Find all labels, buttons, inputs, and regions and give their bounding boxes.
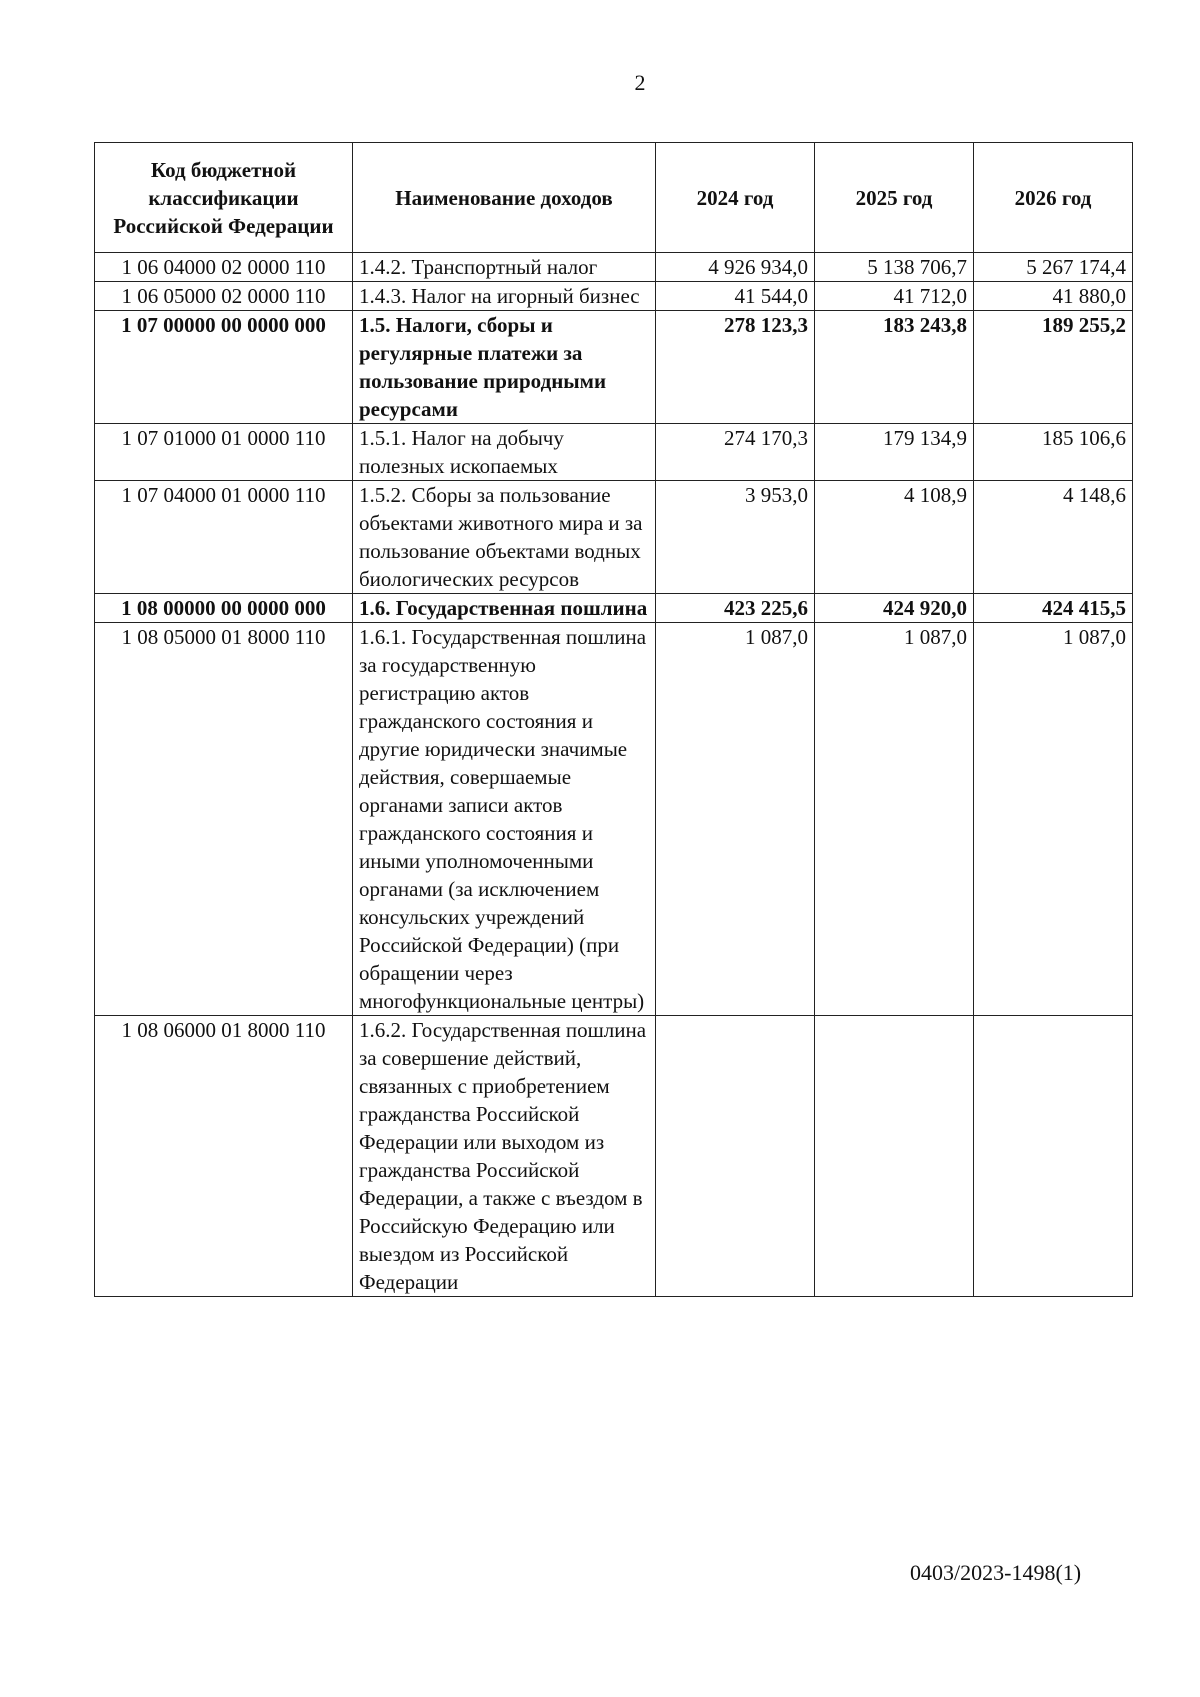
row-name: 1.6. Государственная пошлина xyxy=(353,594,656,623)
row-code: 1 08 06000 01 8000 110 xyxy=(95,1016,353,1297)
row-value-2025: 179 134,9 xyxy=(815,424,974,481)
row-value-2025: 424 920,0 xyxy=(815,594,974,623)
row-value-2026 xyxy=(974,1016,1133,1297)
budget-revenue-table xyxy=(94,142,1133,1297)
header-name: Наименование доходов xyxy=(353,143,656,253)
row-code: 1 08 05000 01 8000 110 xyxy=(95,623,353,1016)
row-name: 1.4.3. Налог на игорный бизнес xyxy=(353,282,656,311)
row-value-2025: 5 138 706,7 xyxy=(815,253,974,282)
table-row xyxy=(95,424,1133,481)
row-value-2024: 3 953,0 xyxy=(656,481,815,594)
row-name: 1.5. Налоги, сборы и регулярные платежи за пользование природными ресурсами xyxy=(353,311,656,424)
row-name: 1.5.1. Налог на добычу полезных ископаемых xyxy=(353,424,656,481)
row-value-2026: 189 255,2 xyxy=(974,311,1133,424)
row-value-2024: 274 170,3 xyxy=(656,424,815,481)
row-value-2025 xyxy=(815,1016,974,1297)
row-value-2024: 4 926 934,0 xyxy=(656,253,815,282)
row-code: 1 07 01000 01 0000 110 xyxy=(95,424,353,481)
table-row xyxy=(95,623,1133,1016)
row-code: 1 07 00000 00 0000 000 xyxy=(95,311,353,424)
row-name: 1.6.2. Государственная пошлина за совершение действий, связанных с приобретением гражданства Российской Федерации или выходом из гражданства Российской Федерации, а также с въездом в Российскую Федерацию или выездом из Российской Федерации xyxy=(353,1016,656,1297)
row-value-2026: 4 148,6 xyxy=(974,481,1133,594)
table-header-row xyxy=(95,143,1133,253)
row-code: 1 08 00000 00 0000 000 xyxy=(95,594,353,623)
row-value-2024: 423 225,6 xyxy=(656,594,815,623)
row-name: 1.4.2. Транспортный налог xyxy=(353,253,656,282)
row-value-2026: 5 267 174,4 xyxy=(974,253,1133,282)
row-value-2024: 41 544,0 xyxy=(656,282,815,311)
row-value-2025: 183 243,8 xyxy=(815,311,974,424)
header-code: Код бюджетной классификации Российской Федерации xyxy=(95,143,353,253)
header-2025: 2025 год xyxy=(815,143,974,253)
row-value-2026: 185 106,6 xyxy=(974,424,1133,481)
row-code: 1 06 04000 02 0000 110 xyxy=(95,253,353,282)
row-code: 1 07 04000 01 0000 110 xyxy=(95,481,353,594)
row-value-2025: 41 712,0 xyxy=(815,282,974,311)
row-value-2026: 1 087,0 xyxy=(974,623,1133,1016)
header-2024: 2024 год xyxy=(656,143,815,253)
table-body xyxy=(95,253,1133,1297)
row-value-2024: 278 123,3 xyxy=(656,311,815,424)
table-row xyxy=(95,1016,1133,1297)
row-value-2024 xyxy=(656,1016,815,1297)
page-number: 2 xyxy=(634,70,646,95)
table-row xyxy=(95,311,1133,424)
row-code: 1 06 05000 02 0000 110 xyxy=(95,282,353,311)
table-row xyxy=(95,594,1133,623)
header-2026: 2026 год xyxy=(974,143,1133,253)
row-name: 1.5.2. Сборы за пользование объектами животного мира и за пользование объектами водных биологических ресурсов xyxy=(353,481,656,594)
row-value-2026: 424 415,5 xyxy=(974,594,1133,623)
table-row xyxy=(95,282,1133,311)
row-value-2026: 41 880,0 xyxy=(974,282,1133,311)
document-id: 0403/2023-1498(1) xyxy=(910,1560,1082,1585)
row-value-2024: 1 087,0 xyxy=(656,623,815,1016)
row-value-2025: 1 087,0 xyxy=(815,623,974,1016)
row-name: 1.6.1. Государственная пошлина за государственную регистрацию актов гражданского состояния и другие юридически значимые действия, совершаемые органами записи актов гражданского состояния и иными уполномоченными органами (за исключением консульских учреждений Российской Федерации) (при обращении через многофункциональные центры) xyxy=(353,623,656,1016)
table-row xyxy=(95,481,1133,594)
row-value-2025: 4 108,9 xyxy=(815,481,974,594)
table-row xyxy=(95,253,1133,282)
